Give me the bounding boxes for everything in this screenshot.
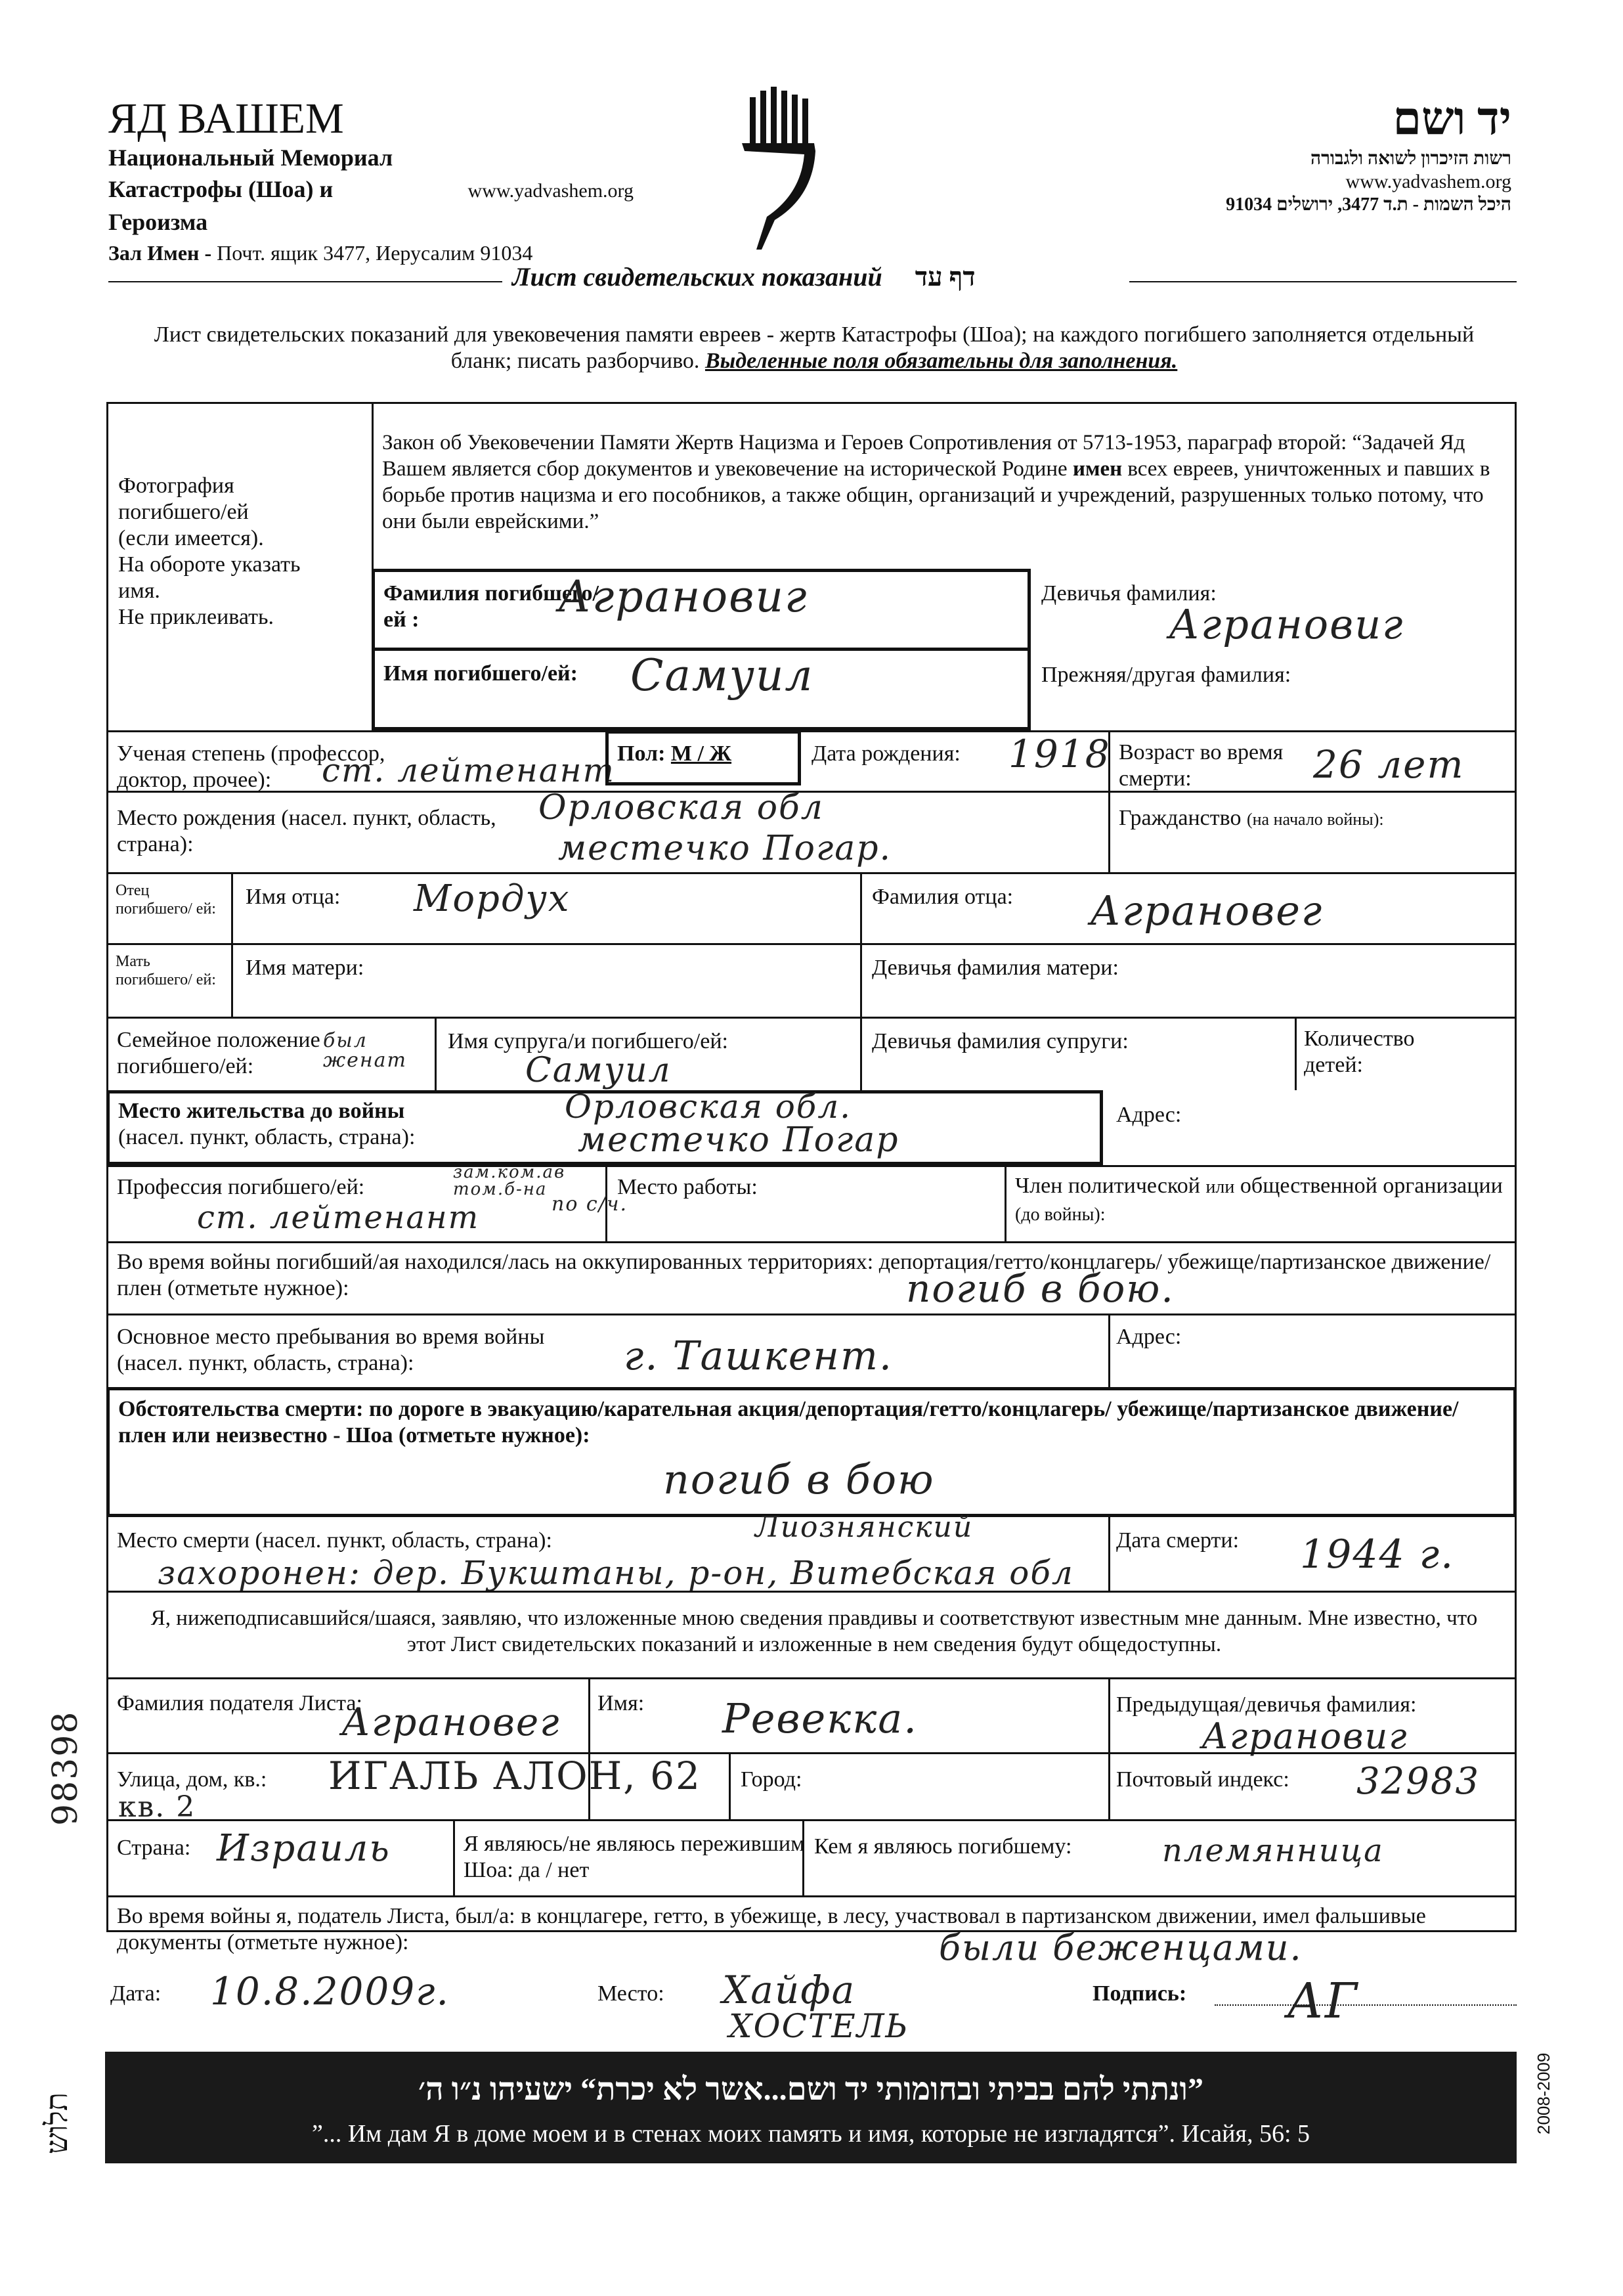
org-header-he bbox=[1052, 92, 1511, 217]
maiden-name-value[interactable]: Аграновиг bbox=[1169, 600, 1404, 648]
submitter-city-label: Город: bbox=[741, 1767, 802, 1792]
mother-name-label: Имя матери: bbox=[246, 956, 364, 980]
age-at-death-value[interactable]: 26 лет bbox=[1313, 742, 1465, 787]
children-count-label: Количество детей: bbox=[1304, 1027, 1415, 1077]
org-website-he[interactable]: www.yadvashem.org bbox=[1345, 171, 1511, 192]
footer-quote-band bbox=[105, 2052, 1517, 2163]
org-subtitle-2: Катастрофы (Шоа) и Героизма bbox=[108, 176, 334, 235]
submitter-surname-label: Фамилия подателя Листа: bbox=[117, 1691, 362, 1715]
death-circumstances-value[interactable]: погиб в бою bbox=[663, 1455, 935, 1503]
birthplace-value-2[interactable]: местечко Погар. bbox=[558, 829, 892, 868]
victim-surname-label: Фамилия погибшего/ей : bbox=[383, 581, 599, 632]
place-value-2[interactable]: ХОСТЕЛЬ bbox=[729, 2007, 909, 2045]
birthplace-value-1[interactable]: Орловская обл bbox=[538, 788, 824, 828]
wartime-status-value[interactable]: погиб в бою. bbox=[906, 1266, 1175, 1311]
birth-date-label: Дата рождения: bbox=[812, 741, 961, 766]
org-address-he: היכל השמות - ת.ד 3477, ירושלים 91034 bbox=[1226, 194, 1511, 215]
submitter-prev-value[interactable]: Аграновиг bbox=[1201, 1715, 1408, 1757]
submitter-zip-value[interactable]: 32983 bbox=[1356, 1760, 1481, 1803]
wartime-status-label: Во время войны погибший/ая находился/лась на оккупированных территориях: депортация/гетто/концлагерь/ убежище/партизанское движение/плен (отметьте нужное): bbox=[117, 1250, 1491, 1300]
submitter-surname-value[interactable]: Аграновег bbox=[341, 1700, 561, 1744]
submitter-wartime-value[interactable]: были беженцами. bbox=[939, 1927, 1303, 1968]
org-subtitle-he: רשות הזיכרון לשואה ולגבורה bbox=[1310, 148, 1511, 169]
submitter-country-label: Страна: bbox=[117, 1836, 191, 1860]
maiden-name-label: Девичья фамилия: bbox=[1041, 581, 1217, 606]
marital-status-value[interactable]: был женат bbox=[323, 1029, 407, 1072]
form-intro: Лист свидетельских показаний для увековечения памяти евреев - жертв Катастрофы (Шоа); на каждого погибшего заполняется отдельный бланк; писать разборчиво. Выделенные поля обязательны для заполнения. bbox=[154, 322, 1475, 373]
signature-label: Подпись: bbox=[1093, 1981, 1187, 2006]
submitter-zip-label: Почтовый индекс: bbox=[1116, 1767, 1289, 1792]
citizenship-label: Гражданство bbox=[1119, 806, 1242, 830]
survivor-label: Я являюсь/не являюсь пережившим Шоа: bbox=[464, 1832, 805, 1882]
age-at-death-label: Возраст во время смерти: bbox=[1119, 740, 1284, 791]
place-value[interactable]: Хайфа bbox=[722, 1968, 856, 2012]
residence-value-1[interactable]: Орловская обл. bbox=[565, 1088, 852, 1126]
survivor-value: да / нет bbox=[519, 1858, 590, 1882]
marital-status-label: Семейное положение погибшего/ей: bbox=[117, 1028, 320, 1078]
residence-address-label: Адрес: bbox=[1116, 1103, 1182, 1127]
title-rule-left bbox=[108, 281, 502, 282]
submitter-street-value[interactable]: ИГАЛЬ АЛОН, 62 bbox=[328, 1754, 701, 1798]
mother-maiden-label: Девичья фамилия матери: bbox=[872, 956, 1119, 980]
profession-label: Профессия погибшего/ей: bbox=[117, 1175, 365, 1199]
main-place-label: Основное место пребывания во время войны (насел. пункт, область, страна): bbox=[117, 1325, 545, 1375]
profession-value-top[interactable]: зам.ком.ав том.б-на bbox=[453, 1162, 566, 1199]
footer-quote-he: ”ונתתי להם בביתי ובחומותי יד ושם...אשר לא יכרת“ ישעיהו נ״ו ה׳ bbox=[418, 2072, 1203, 2107]
form-title-he: דף עד bbox=[915, 262, 976, 292]
spouse-name-value[interactable]: Самуил bbox=[525, 1051, 672, 1090]
degree-label: Ученая степень (профессор, доктор, прочее): bbox=[117, 741, 385, 792]
place-label: Место: bbox=[597, 1981, 664, 2006]
victim-surname-value[interactable]: Аграновиг bbox=[558, 571, 808, 622]
father-surname-label: Фамилия отца: bbox=[872, 885, 1014, 909]
relation-label: Кем я являюсь погибшему: bbox=[814, 1834, 1072, 1859]
footer-quote-ru: ”... Им дам Я в доме моем и в стенах моих память и имя, которые не изгладятся”. Исайя, 56: 5 bbox=[311, 2120, 1310, 2148]
sex-value: М / Ж bbox=[670, 741, 732, 766]
victim-name-label: Имя погибшего/ей: bbox=[383, 661, 578, 686]
death-date-label: Дата смерти: bbox=[1116, 1528, 1240, 1553]
spouse-name-label: Имя супруга/и погибшего/ей: bbox=[448, 1029, 728, 1053]
citizenship-field[interactable] bbox=[1119, 805, 1384, 833]
date-label: Дата: bbox=[110, 1981, 162, 2006]
archive-number: 98398 bbox=[46, 1710, 85, 1826]
residence-label: Место жительства до войны bbox=[118, 1099, 405, 1123]
death-circumstances-label: Обстоятельства смерти: по дороге в эвакуацию/карательная акция/депортация/гетто/концлагерь/ убежище/партизанское движение/плен или неизвестно - Шоа (отметьте нужное): bbox=[118, 1397, 1459, 1447]
relation-value[interactable]: племянница bbox=[1162, 1832, 1384, 1869]
death-place-value-top[interactable]: Лиознянский bbox=[755, 1511, 974, 1544]
other-surname-label: Прежняя/другая фамилия: bbox=[1041, 663, 1291, 687]
submitter-name-label: Имя: bbox=[597, 1691, 645, 1715]
submitter-apt-value[interactable]: кв. 2 bbox=[118, 1790, 196, 1824]
father-name-label: Имя отца: bbox=[246, 885, 341, 909]
main-place-value[interactable]: г. Ташкент. bbox=[624, 1333, 893, 1379]
spouse-maiden-label: Девичья фамилия супруги: bbox=[872, 1029, 1129, 1053]
birth-date-value[interactable]: 1918 bbox=[1008, 732, 1111, 776]
sex-label: Пол: bbox=[617, 741, 666, 766]
workplace-label: Место работы: bbox=[617, 1175, 758, 1199]
form-title: Лист свидетельских показаний דף עד bbox=[512, 262, 976, 292]
birthplace-label: Место рождения (насел. пункт, область, страна): bbox=[117, 806, 496, 856]
workplace-value[interactable]: по с/ч. bbox=[552, 1193, 628, 1216]
mandatory-fields-note: Выделенные поля обязательны для заполнения. bbox=[704, 349, 1178, 373]
submitter-prev-label: Предыдущая/девичья фамилия: bbox=[1116, 1692, 1417, 1717]
death-date-value[interactable]: 1944 г. bbox=[1300, 1532, 1455, 1578]
signature-value[interactable]: АГ bbox=[1287, 1973, 1359, 2029]
hall-of-names-label: Зал Имен - bbox=[108, 241, 212, 265]
title-rule-right bbox=[1129, 281, 1517, 282]
father-surname-value[interactable]: Аграновег bbox=[1090, 887, 1324, 935]
mother-side-label: Мать погибшего/ ей: bbox=[116, 953, 216, 988]
organization-member-label: Член политической или общественной организации (до войны): bbox=[1015, 1174, 1503, 1225]
margin-hebrew-note: תלוש bbox=[40, 2092, 74, 2154]
org-website-ru[interactable]: www.yadvashem.org bbox=[467, 180, 634, 202]
residence-value-2[interactable]: местечко Погар bbox=[578, 1120, 899, 1160]
father-side-label: Отец погибшего/ ей: bbox=[116, 882, 216, 917]
yad-vashem-logo bbox=[735, 85, 827, 256]
org-subtitle-1: Национальный Мемориал bbox=[108, 144, 393, 171]
date-value[interactable]: 10.8.2009г. bbox=[210, 1969, 450, 2014]
victim-name-value[interactable]: Самуил bbox=[630, 650, 814, 701]
death-place-value[interactable]: захоронен: дер. Букштаны, р-он, Витебская обл bbox=[158, 1554, 1074, 1592]
org-header-ru bbox=[108, 95, 634, 267]
survivor-label-group[interactable] bbox=[464, 1831, 818, 1884]
submitter-wartime-label: Во время войны я, податель Листа, был/а: в концлагере, гетто, в убежище, в лесу, участвовал в партизанском движении, имел фальшивые документы (отметьте нужное): bbox=[117, 1904, 1426, 1954]
death-place-label: Место смерти (насел. пункт, область, страна): bbox=[117, 1528, 552, 1553]
submitter-street-label: Улица, дом, кв.: bbox=[117, 1767, 267, 1792]
main-place-address-label: Адрес: bbox=[1116, 1325, 1182, 1349]
citizenship-note: (на начало войны): bbox=[1246, 810, 1384, 829]
law-text: Закон об Увековечении Памяти Жертв Нацизма и Героев Сопротивления от 5713-1953, параграф второй: “Задачей Яд Вашем является сбор документов и увековечение на исторической Родине имен всех евреев, уничтоженных и павших в борьбе против нацизма и его пособников, а также общин, организаций и учреждений, разрушенных только потому, что они были еврейскими.” bbox=[382, 431, 1490, 533]
submitter-name-value[interactable]: Ревекка. bbox=[722, 1694, 918, 1742]
org-address-ru: Почт. ящик 3477, Иерусалим 91034 bbox=[211, 241, 533, 265]
submitter-country-value[interactable]: Израиль bbox=[217, 1827, 391, 1870]
degree-value[interactable]: ст. лейтенант bbox=[322, 751, 615, 789]
father-name-value[interactable]: Мордух bbox=[414, 877, 571, 920]
profession-value[interactable]: ст. лейтенант bbox=[197, 1199, 480, 1236]
residence-label-group bbox=[118, 1098, 538, 1151]
residence-note: (насел. пункт, область, страна): bbox=[118, 1125, 416, 1149]
form-year-code: 2008-2009 bbox=[1534, 2052, 1553, 2134]
declaration-text: Я, нижеподписавшийся/шаяся, заявляю, что изложенные мною сведения правдивы и соответствуют известным мне данным. Мне известно, что этот Лист свидетельских показаний и изложенные в нем сведения будут общедоступны. bbox=[150, 1606, 1478, 1656]
photo-note: Фотография погибшего/ей (если имеется). На обороте указать имя. Не приклеивать. bbox=[118, 474, 301, 629]
sex-field[interactable] bbox=[617, 741, 731, 767]
org-name-ru: ЯД ВАШЕМ bbox=[108, 95, 344, 143]
org-name-he: יד ושם bbox=[1393, 94, 1511, 144]
